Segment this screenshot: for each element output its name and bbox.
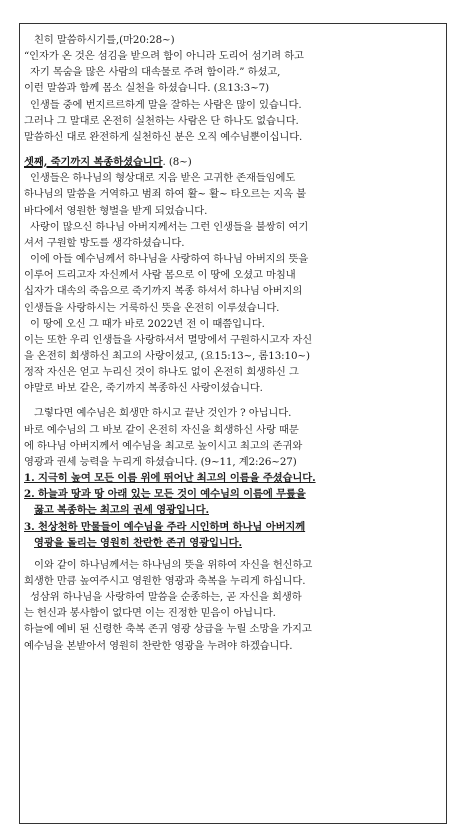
text-line: 말씀하신 대로 완전하게 실천하신 분은 오직 예수님뿐이십니다. <box>24 130 303 143</box>
text-line: 사랑이 많으신 하나님 아버지께서는 그런 인생들을 불쌍히 여기 <box>30 220 309 233</box>
section-heading-title: 셋째, 죽기까지 복종하셨습니다 <box>24 156 163 169</box>
spacer <box>24 396 444 405</box>
text-line: 야말로 바보 같은, 죽기까지 복종하신 사랑이셨습니다. <box>24 382 263 395</box>
text-line: 셔서 구원할 방도를 생각하셨습니다. <box>24 236 185 249</box>
text-line: “인자가 온 것은 섬김을 받으려 함이 아니라 도리어 섬기려 하고 <box>24 50 304 63</box>
text-line: 하나님의 말씀을 거역하고 범죄 하여 활~ 활~ 타오르는 지옥 불 <box>24 188 306 201</box>
text-line: 인생들은 하나님의 형상대로 지음 받은 고귀한 존재들임에도 <box>30 172 296 185</box>
section-heading-ref: . (8~) <box>162 156 192 169</box>
sermon-text <box>24 32 444 654</box>
point-text: 3. 천상천하 만물들이 예수님을 주라 시인하며 하나님 아버지께 <box>24 520 306 533</box>
text-line: 이런 말씀과 함께 몸소 실천을 하셨습니다. (요13:3~7) <box>24 82 269 95</box>
text-line: 이에 아들 예수님께서 하나님을 사랑하여 하나님 아버지의 뜻을 <box>30 253 309 266</box>
point-text: 1. 지극히 높여 모든 이름 위에 뛰어난 최고의 이름을 주셨습니다. <box>24 472 316 485</box>
point-line <box>24 519 444 535</box>
text-line: 그렇다면 예수님은 희생만 하시고 끝난 것인가 ? 아닙니다. <box>34 407 292 420</box>
point-line <box>24 535 444 551</box>
point-text: 영광을 돌리는 영원히 찬란한 존귀 영광입니다. <box>34 536 242 549</box>
text-line: 에 하나님 아버지께서 예수님을 최고로 높이시고 최고의 존귀와 <box>24 439 303 452</box>
text-line: 자기 목숨을 많은 사람의 대속물로 주려 함이라.” 하셨고, <box>30 66 281 79</box>
text-line: 는 헌신과 봉사함이 없다면 이는 진정한 믿음이 아닙니다. <box>24 607 276 620</box>
text-line: 바다에서 영원한 형벌을 받게 되었습니다. <box>24 204 208 217</box>
text-line: 인생들을 사랑하시는 거룩하신 뜻을 온전히 이루셨습니다. <box>24 301 280 314</box>
point-text: 꿇고 복종하는 최고의 권세 영광입니다. <box>34 504 209 517</box>
text-line: 인생들 중에 번지르르하게 말을 잘하는 사람은 많이 있습니다. <box>30 98 302 111</box>
point-line <box>24 502 444 518</box>
point-line <box>24 486 444 502</box>
text-line: 십자가 대속의 죽음으로 죽기까지 복종 하셔서 하나님 아버지의 <box>24 285 303 298</box>
point-text: 2. 하늘과 땅과 땅 아래 있는 모든 것이 예수님의 이름에 무릎을 <box>24 488 306 501</box>
section-heading <box>24 154 444 170</box>
text-line: 이 땅에 오신 그 때가 바로 2022년 전 이 때쯤입니다. <box>30 317 265 330</box>
text-line: 바로 예수님의 그 바보 같이 온전히 자신을 희생하신 사랑 때문 <box>24 423 299 436</box>
text-line: 성삼위 하나님을 사랑하여 말씀을 순종하는, 곧 자신을 희생하 <box>30 591 302 604</box>
text-line: 하늘에 예비 된 신령한 축복 존귀 영광 상급을 누릴 소망을 가지고 <box>24 623 312 636</box>
text-line: 예수님을 본받아서 영원히 찬란한 영광을 누려야 하겠습니다. <box>24 639 293 652</box>
text-line: 정작 자신은 얻고 누리신 것이 하나도 없이 온전히 희생하신 그 <box>24 366 299 379</box>
spacer <box>24 145 444 154</box>
text-line: 이와 같이 하나님께서는 하나님의 뜻을 위하여 자신을 헌신하고 <box>34 558 313 571</box>
text-line: 이루어 드리고자 자신께서 사람 몸으로 이 땅에 오셨고 마침내 <box>24 269 296 282</box>
text-line: 영광과 권세 능력을 누리게 하셨습니다. (9~11, 계2:26~27) <box>24 455 297 468</box>
text-line: 그러나 그 말대로 온전히 실천하는 사람은 단 하나도 없습니다. <box>24 114 299 127</box>
text-line: 을 온전히 희생하신 최고의 사랑이셨고, (요15:13~, 롬13:10~) <box>24 349 310 362</box>
text-line: 희생한 만큼 높여주시고 영원한 영광과 축복을 누리게 하십니다. <box>24 575 306 587</box>
point-line <box>24 470 444 486</box>
text-line: 친히 말씀하시기를,(마20:28~) <box>34 34 175 46</box>
text-line: 이는 또한 우리 인생들을 사랑하셔서 멸망에서 구원하시고자 자신 <box>24 333 313 346</box>
